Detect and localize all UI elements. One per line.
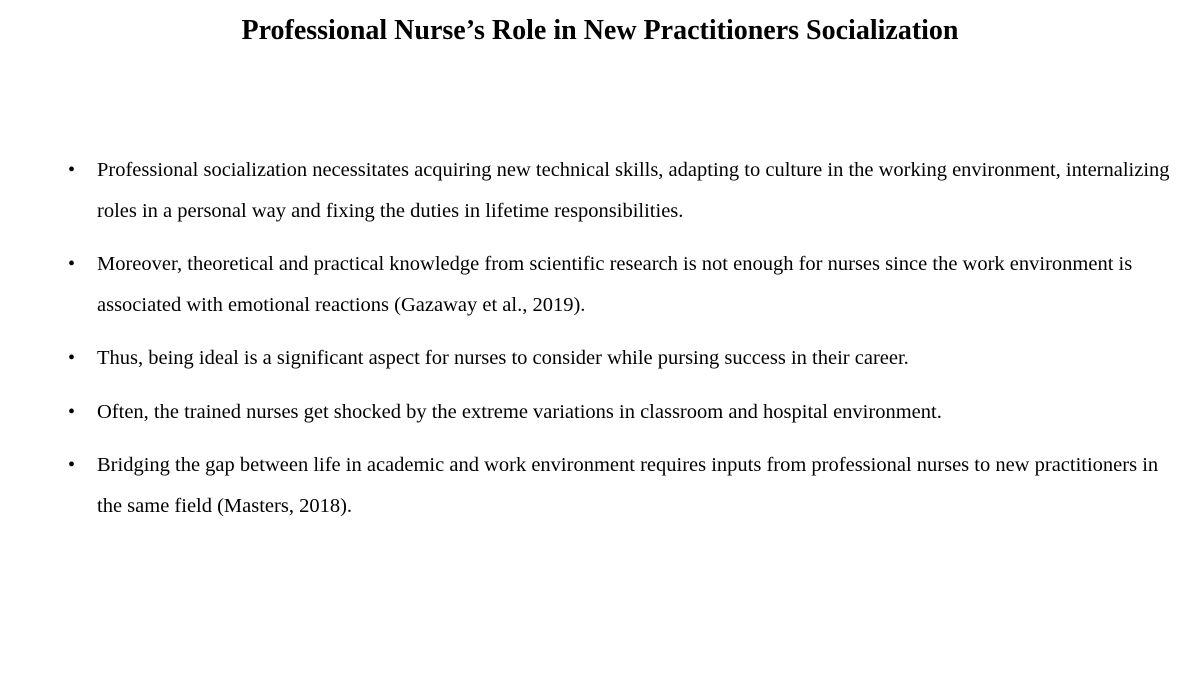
bullet-icon: • — [68, 347, 76, 369]
bullet-text: Thus, being ideal is a significant aspect for nurses to consider while pursing success in their career. — [97, 347, 909, 369]
bullet-text: Bridging the gap between life in academic and work environment requires inputs from professional nurses to new practitioners in the same field (Masters, 2018). — [97, 454, 1159, 517]
bullet-text: Moreover, theoretical and practical knowledge from scientific research is not enough for nurses since the work environment is associated with emotional reactions (Gazaway et al., 2019). — [97, 253, 1133, 316]
bullet-icon: • — [68, 400, 76, 423]
bullet-item-3 — [68, 338, 1178, 379]
bullet-item-5 — [68, 445, 1178, 526]
bullet-item-4 — [68, 392, 1178, 433]
bullet-icon: • — [68, 454, 76, 476]
bullet-text: Often, the trained nurses get shocked by the extreme variations in classroom and hospital environment. — [97, 400, 942, 423]
bullet-item-2 — [68, 244, 1178, 325]
bullet-list — [68, 150, 1178, 539]
bullet-text: Professional socialization necessitates acquiring new technical skills, adapting to culture in the working environment, internalizing roles in a personal way and fixing the duties in lifetime responsibilities. — [97, 159, 1170, 222]
slide-title: Professional Nurse’s Role in New Practitioners Socialization — [241, 15, 959, 46]
bullet-icon: • — [68, 253, 76, 275]
bullet-item-1 — [68, 150, 1178, 231]
bullet-icon: • — [68, 159, 76, 181]
